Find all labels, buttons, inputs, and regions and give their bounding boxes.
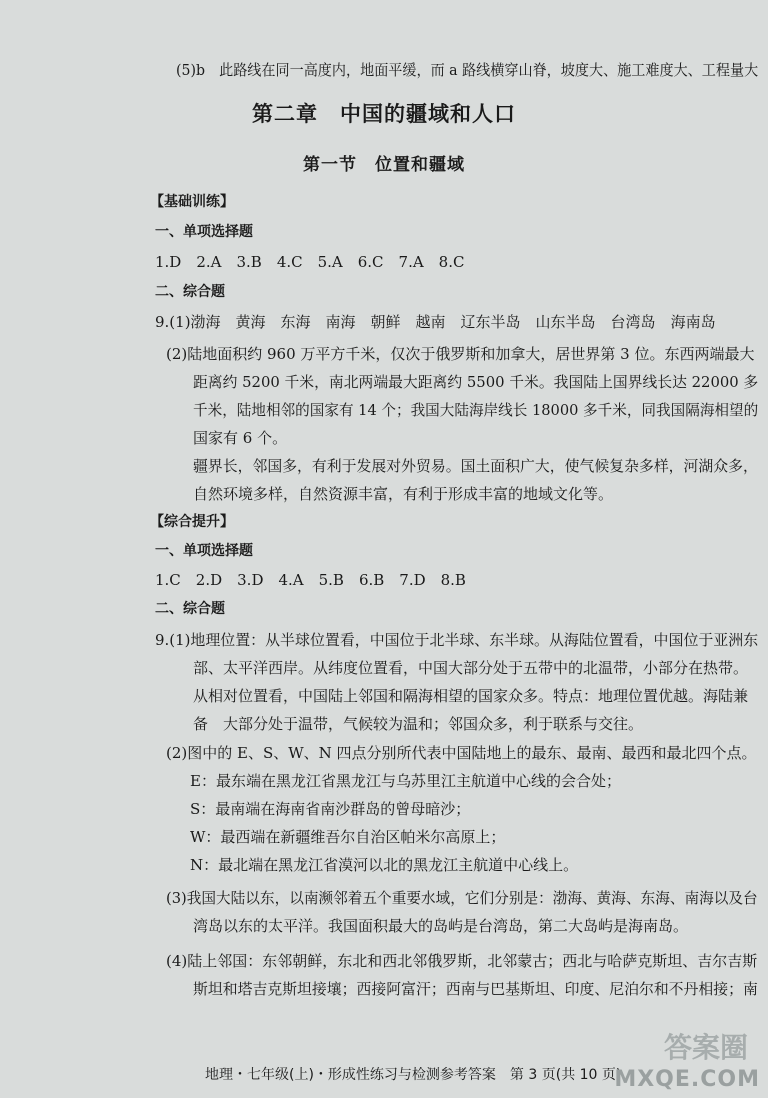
basic-q9-2-line1: (2)陆地面积约 960 万平方千米，仅次于俄罗斯和加拿大，居世界第 3 位。东西两端最大	[166, 345, 755, 363]
advanced-heading-2: 二、综合题	[155, 601, 225, 617]
chapter-title: 第二章 中国的疆域和人口	[252, 102, 516, 126]
watermark-logo: 答案圈	[663, 1031, 748, 1064]
advanced-heading-1: 一、单项选择题	[155, 543, 253, 559]
advanced-q9-3-line1: (3)我国大陆以东，以南濒邻着五个重要水域，它们分别是：渤海、黄海、东海、南海以及台	[166, 889, 758, 907]
basic-q9-1: 9.(1)渤海 黄海 东海 南海 朝鲜 越南 辽东半岛 山东半岛 台湾岛 海南岛	[155, 313, 716, 331]
advanced-q9-2-w: W：最西端在新疆维吾尔自治区帕米尔高原上；	[190, 828, 506, 846]
basic-label: 【基础训练】	[150, 194, 234, 210]
basic-heading-2: 二、综合题	[155, 284, 225, 300]
advanced-q9-1-line3: 从相对位置看，中国陆上邻国和隔海相望的国家众多。特点：地理位置优越。海陆兼	[193, 687, 749, 705]
top-line: (5)b 此路线在同一高度内，地面平缓，而 a 路线横穿山脊，坡度大、施工难度大、工程量大	[176, 61, 759, 79]
basic-heading-1: 一、单项选择题	[155, 224, 253, 240]
section-title: 第一节 位置和疆域	[303, 155, 465, 175]
basic-q9-2-line5: 疆界长，邻国多，有利于发展对外贸易。国土面积广大，使气候复杂多样，河湖众多，	[193, 457, 758, 475]
advanced-label: 【综合提升】	[150, 514, 234, 530]
advanced-q9-1-line1: 9.(1)地理位置：从半球位置看，中国位于北半球、东半球。从海陆位置看，中国位于亚洲东	[155, 631, 759, 649]
page-footer: 地理・七年级(上)・形成性练习与检测参考答案 第 3 页(共 10 页)	[205, 1067, 622, 1083]
advanced-q9-3-line2: 湾岛以东的太平洋。我国面积最大的岛屿是台湾岛，第二大岛屿是海南岛。	[193, 917, 689, 935]
basic-q9-2-line2: 距离约 5200 千米，南北两端最大距离约 5500 千米。我国陆上国界线长达 22000 多	[193, 373, 759, 391]
advanced-answers: 1.C 2.D 3.D 4.A 5.B 6.B 7.D 8.B	[155, 571, 466, 589]
basic-q9-2-line4: 国家有 6 个。	[193, 429, 288, 447]
advanced-q9-1-line2: 部、太平洋西岸。从纬度位置看，中国大部分处于五带中的北温带，小部分在热带。	[193, 659, 749, 677]
advanced-q9-2-line1: (2)图中的 E、S、W、N 四点分别所代表中国陆地上的最东、最南、最西和最北四个点。	[166, 744, 757, 762]
advanced-q9-4-line2: 斯坦和塔吉克斯坦接壤；西接阿富汗；西南与巴基斯坦、印度、尼泊尔和不丹相接；南	[193, 980, 758, 998]
basic-q9-2-line6: 自然环境多样，自然资源丰富，有利于形成丰富的地域文化等。	[193, 485, 614, 503]
advanced-q9-4-line1: (4)陆上邻国：东邻朝鲜，东北和西北邻俄罗斯，北邻蒙古；西北与哈萨克斯坦、吉尔吉斯	[166, 952, 758, 970]
advanced-q9-2-e: E：最东端在黑龙江省黑龙江与乌苏里江主航道中心线的会合处；	[190, 772, 621, 790]
advanced-q9-2-n: N：最北端在黑龙江省漠河以北的黑龙江主航道中心线上。	[190, 856, 579, 874]
basic-q9-2-line3: 千米，陆地相邻的国家有 14 个；我国大陆海岸线长 18000 多千米，同我国隔海相望的	[193, 401, 759, 419]
basic-answers: 1.D 2.A 3.B 4.C 5.A 6.C 7.A 8.C	[155, 253, 465, 271]
advanced-q9-1-line4: 备 大部分处于温带，气候较为温和；邻国众多，利于联系与交往。	[193, 715, 644, 733]
watermark-text: MXQE.COM	[614, 1067, 760, 1092]
advanced-q9-2-s: S：最南端在海南省南沙群岛的曾母暗沙；	[190, 800, 471, 818]
